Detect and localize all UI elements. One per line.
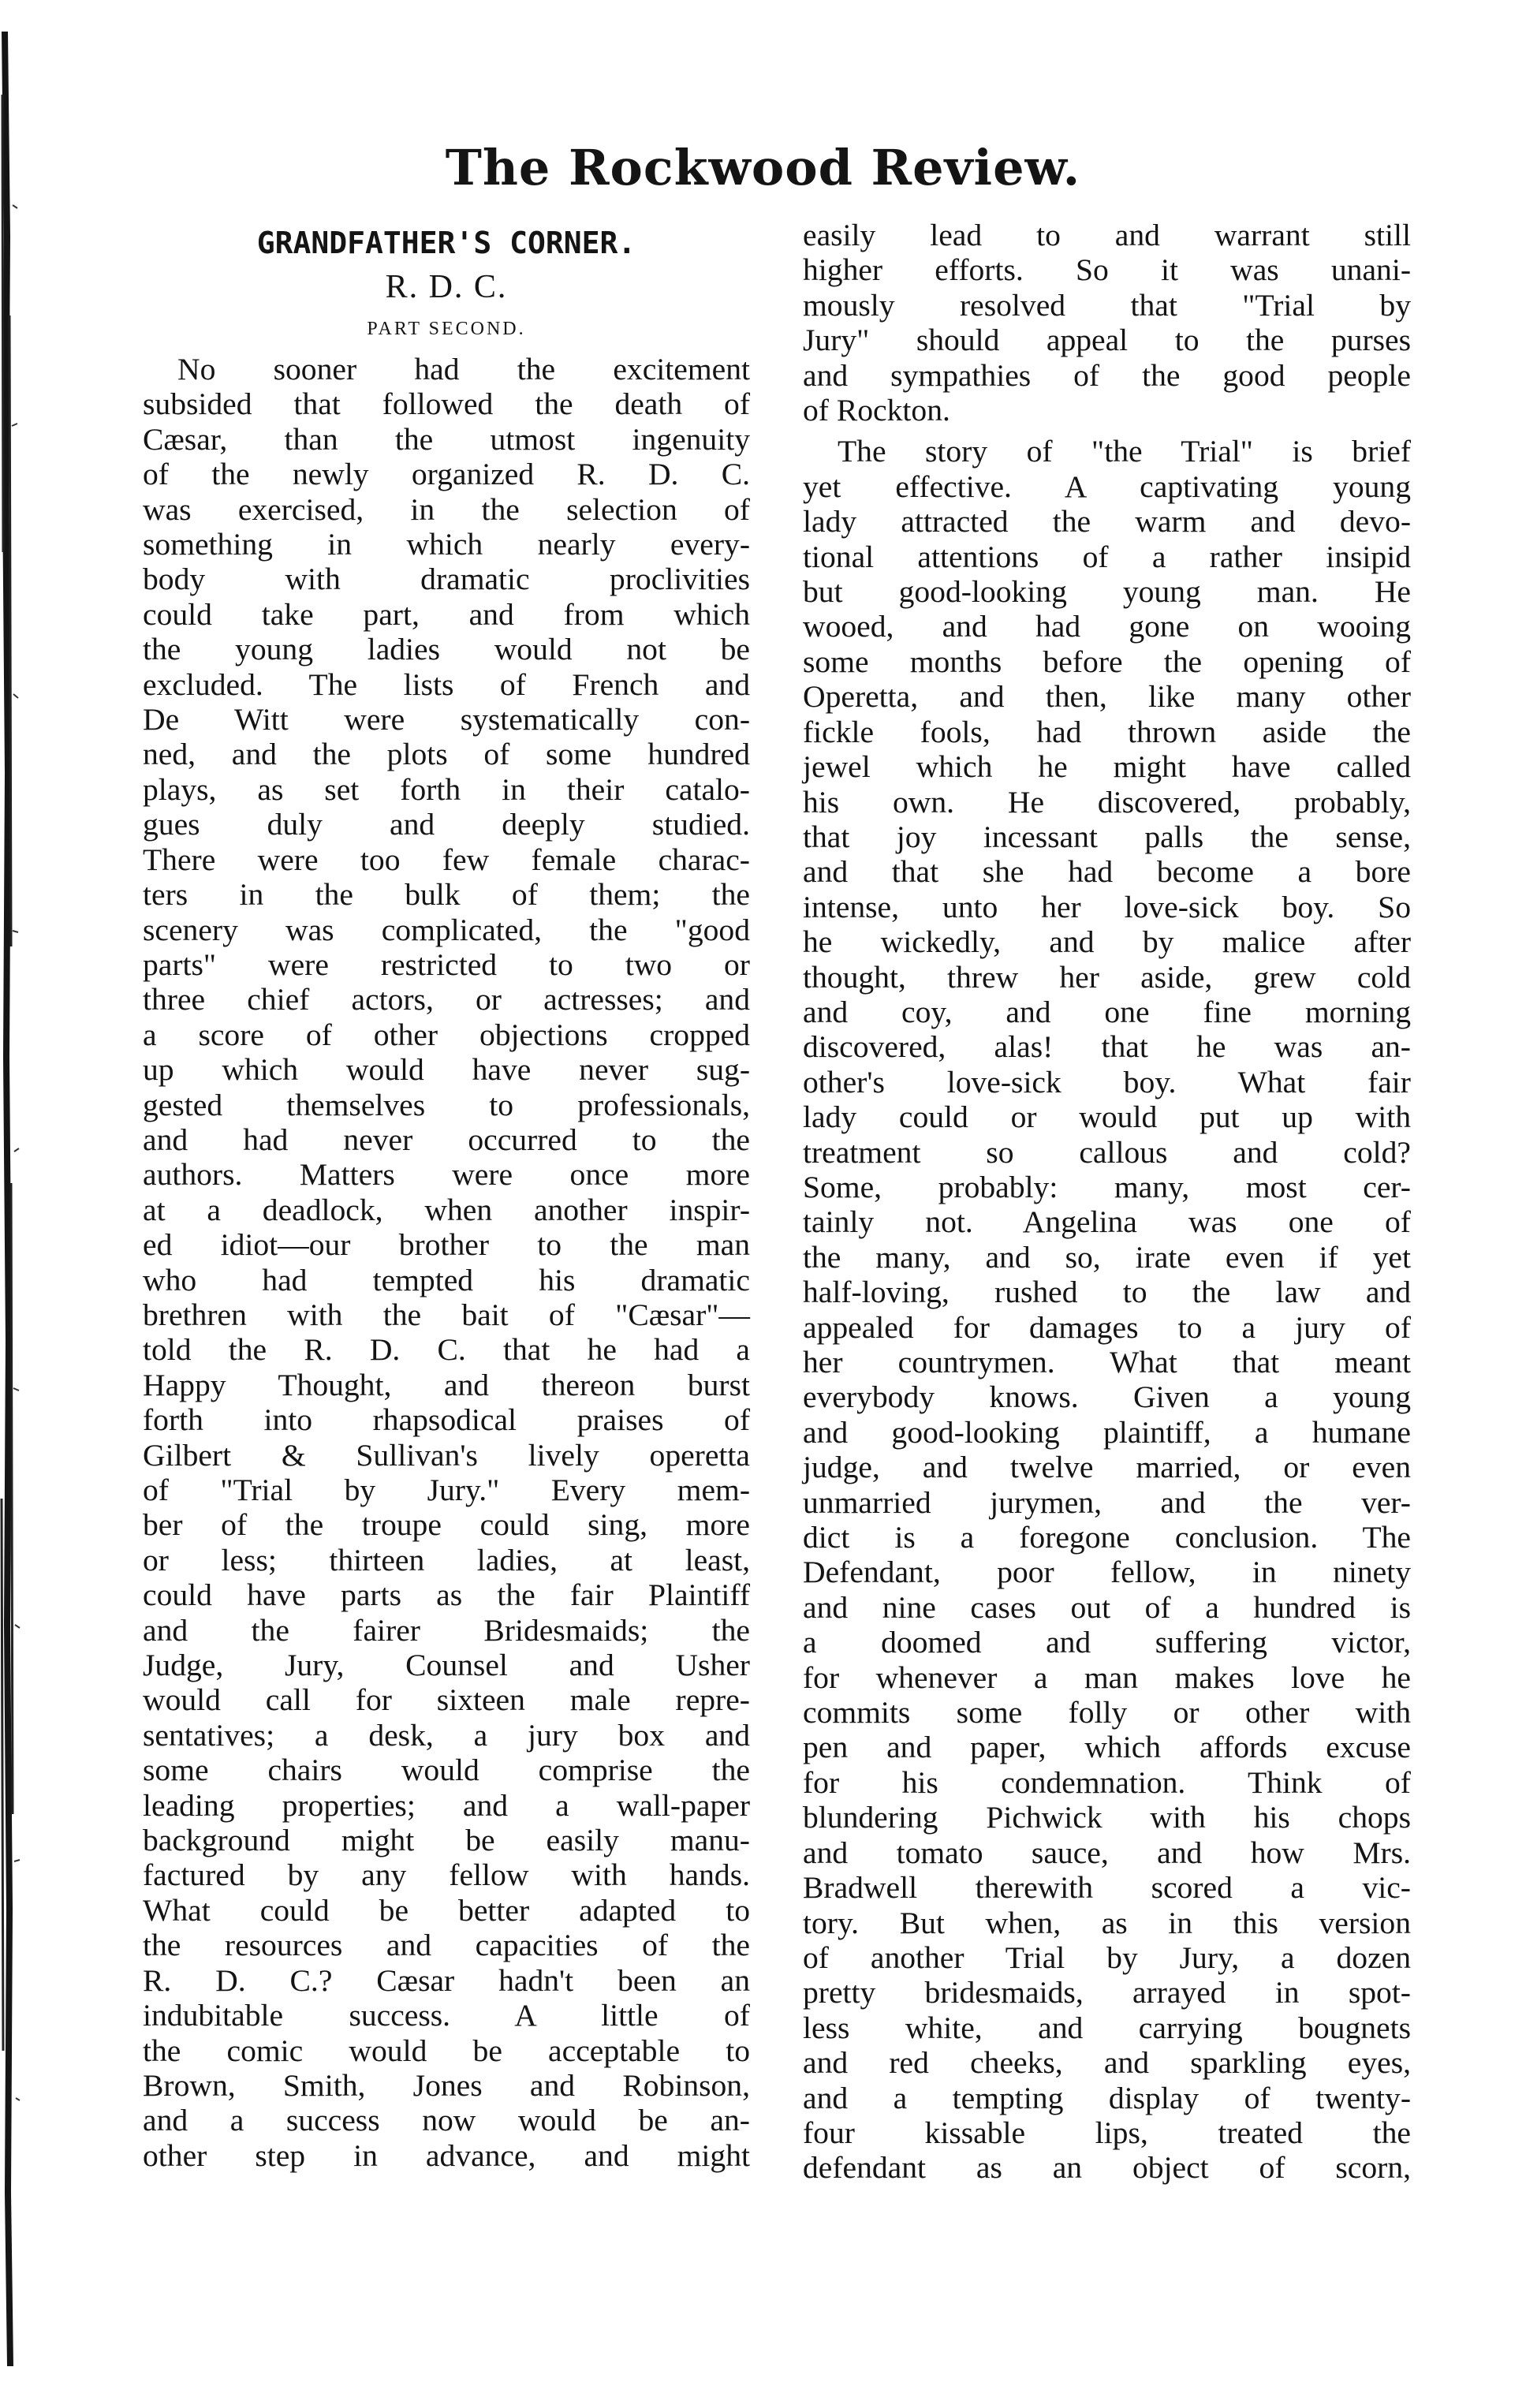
text-line: discovered, alas! that he was an- <box>803 1029 1411 1065</box>
text-line: his own. He discovered, probably, <box>803 784 1411 819</box>
text-line: parts" were restricted to two or <box>143 946 750 982</box>
text-line: commits some folly or other with <box>803 1695 1411 1730</box>
article-part-label: PART SECOND. <box>367 319 526 339</box>
text-line: tional attentions of a rather insipid <box>803 539 1411 574</box>
text-line: of another Trial by Jury, a dozen <box>803 1939 1411 1975</box>
text-line: and the fairer Bridesmaids; the <box>143 1612 750 1648</box>
text-line: and had never occurred to the <box>143 1122 750 1157</box>
text-line: easily lead to and warrant still <box>803 218 1411 252</box>
text-line: four kissable lips, treated the <box>803 2115 1411 2150</box>
text-line: of "Trial by Jury." Every mem- <box>143 1473 750 1507</box>
text-line: three chief actors, or actresses; and <box>143 982 750 1017</box>
text-line: ed idiot—our brother to the man <box>143 1227 750 1263</box>
text-line: ters in the bulk of them; the <box>143 877 750 913</box>
text-line: at a deadlock, when another inspir- <box>143 1192 750 1227</box>
binding-edge <box>0 0 27 2408</box>
text-line: that joy incessant palls the sense, <box>803 819 1411 854</box>
text-line: Some, probably: many, most cer- <box>803 1169 1411 1204</box>
text-line: less white, and carrying bougnets <box>803 2010 1411 2045</box>
text-line: but good-looking young man. He <box>803 574 1411 610</box>
text-line: thought, threw her aside, grew cold <box>803 959 1411 995</box>
text-line: Defendant, poor fellow, in ninety <box>803 1555 1411 1590</box>
text-line: up which would have never sug- <box>143 1052 750 1088</box>
text-line: or less; thirteen ladies, at least, <box>143 1542 750 1577</box>
text-line: would call for sixteen male repre- <box>143 1682 750 1718</box>
text-line: defendant as an object of scorn, <box>803 2150 1411 2186</box>
text-line: wooed, and had gone on wooing <box>803 609 1411 644</box>
text-line: for whenever a man makes love he <box>803 1659 1411 1695</box>
text-line: ned, and the plots of some hundred <box>143 737 750 772</box>
text-line: some months before the opening of <box>803 644 1411 679</box>
text-line: brethren with the bait of "Cæsar"— <box>143 1297 750 1332</box>
text-line: Brown, Smith, Jones and Robinson, <box>143 2067 750 2103</box>
masthead: The Rockwood Review. <box>445 139 1081 196</box>
text-line: subsided that followed the death of <box>143 386 750 422</box>
text-line: of the newly organized R. D. C. <box>143 457 750 492</box>
text-line: and sympathies of the good people <box>803 357 1411 393</box>
text-line: scenery was complicated, the "good <box>143 912 750 947</box>
text-line: a score of other objections cropped <box>143 1017 750 1052</box>
text-line: was exercised, in the selection of <box>143 491 750 527</box>
text-line: background might be easily manu- <box>143 1823 750 1858</box>
text-line: What could be better adapted to <box>143 1892 750 1928</box>
text-line: the many, and so, irate even if yet <box>803 1239 1411 1275</box>
left-column <box>143 218 750 2173</box>
text-line: other's love-sick boy. What fair <box>803 1064 1411 1099</box>
text-line: and nine cases out of a hundred is <box>803 1589 1411 1625</box>
text-line: who had tempted his dramatic <box>143 1262 750 1297</box>
text-line: gues duly and deeply studied. <box>143 807 750 842</box>
text-line: Judge, Jury, Counsel and Usher <box>143 1648 750 1683</box>
text-line: some chairs would comprise the <box>143 1753 750 1788</box>
text-line: treatment so callous and cold? <box>803 1134 1411 1170</box>
text-line: jewel which he might have called <box>803 749 1411 785</box>
text-line: plays, as set forth in their catalo- <box>143 771 750 807</box>
text-line: for his condemnation. Think of <box>803 1764 1411 1800</box>
text-line: half-loving, rushed to the law and <box>803 1275 1411 1310</box>
text-line: indubitable success. A little of <box>143 1998 750 2033</box>
text-line: appealed for damages to a jury of <box>803 1309 1411 1345</box>
text-line: dict is a foregone conclusion. The <box>803 1520 1411 1555</box>
text-line: R. D. C.? Cæsar hadn't been an <box>143 1962 750 1998</box>
text-line: ber of the troupe could sing, more <box>143 1507 750 1543</box>
text-line: fickle fools, had thrown aside the <box>803 714 1411 749</box>
text-line: and a success now would be an- <box>143 2103 750 2138</box>
text-line: the resources and capacities of the <box>143 1928 750 1963</box>
text-line: gested themselves to professionals, <box>143 1087 750 1122</box>
text-line: mously resolved that "Trial by <box>803 287 1411 323</box>
text-line: higher efforts. So it was unani- <box>803 252 1411 288</box>
text-line: factured by any fellow with hands. <box>143 1857 750 1893</box>
text-line: Gilbert & Sullivan's lively operetta <box>143 1437 750 1473</box>
text-line: Jury" should appeal to the purses <box>803 323 1411 358</box>
text-line: the comic would be acceptable to <box>143 2033 750 2068</box>
text-line: he wickedly, and by malice after <box>803 924 1411 960</box>
text-line: could take part, and from which <box>143 596 750 632</box>
right-column <box>803 218 1411 2186</box>
text-line: yet effective. A captivating young <box>803 469 1411 504</box>
text-line: judge, and twelve married, or even <box>803 1450 1411 1485</box>
text-line: her countrymen. What that meant <box>803 1345 1411 1379</box>
text-line: tory. But when, as in this version <box>803 1905 1411 1940</box>
text-line: and a tempting display of twenty- <box>803 2080 1411 2115</box>
right-column-body <box>803 218 1411 2186</box>
text-line: blundering Pichwick with his chops <box>803 1800 1411 1835</box>
article-byline: R. D. C. <box>385 269 508 305</box>
text-line: the young ladies would not be <box>143 632 750 667</box>
text-line: and coy, and one fine morning <box>803 994 1411 1029</box>
text-line: pretty bridesmaids, arrayed in spot- <box>803 1975 1411 2010</box>
text-line: The story of "the Trial" is brief <box>838 434 1411 469</box>
text-line: and tomato sauce, and how Mrs. <box>803 1835 1411 1870</box>
text-line: leading properties; and a wall-paper <box>143 1787 750 1823</box>
text-line: and red cheeks, and sparkling eyes, <box>803 2045 1411 2081</box>
text-line: something in which nearly every- <box>143 527 750 562</box>
text-line: authors. Matters were once more <box>143 1157 750 1193</box>
text-line: excluded. The lists of French and <box>143 666 750 702</box>
text-line: There were too few female charac- <box>143 842 750 877</box>
text-line: pen and paper, which affords excuse <box>803 1730 1411 1765</box>
text-line: No sooner had the excitement <box>177 352 750 386</box>
text-line: tainly not. Angelina was one of <box>803 1204 1411 1240</box>
text-line: Happy Thought, and thereon burst <box>143 1367 750 1402</box>
text-line: Bradwell therewith scored a vic- <box>803 1870 1411 1906</box>
text-line: sentatives; a desk, a jury box and <box>143 1717 750 1753</box>
text-line: forth into rhapsodical praises of <box>143 1402 750 1438</box>
paragraph <box>803 218 1411 427</box>
paragraph <box>143 352 750 2173</box>
text-line: and that she had become a bore <box>803 854 1411 890</box>
text-line: of Rockton. <box>803 393 950 428</box>
text-line: unmarried jurymen, and the ver- <box>803 1484 1411 1520</box>
text-line: and good-looking plaintiff, a humane <box>803 1414 1411 1450</box>
text-line: intense, unto her love-sick boy. So <box>803 889 1411 924</box>
text-line: everybody knows. Given a young <box>803 1379 1411 1415</box>
text-line: Operetta, and then, like many other <box>803 679 1411 715</box>
text-line: body with dramatic proclivities <box>143 562 750 597</box>
text-line: Cæsar, than the utmost ingenuity <box>143 421 750 457</box>
text-line: told the R. D. C. that he had a <box>143 1332 750 1368</box>
text-line: lady attracted the warm and devo- <box>803 504 1411 539</box>
text-line: could have parts as the fair Plaintiff <box>143 1577 750 1613</box>
text-line: De Witt were systematically con- <box>143 702 750 737</box>
text-line: lady could or would put up with <box>803 1099 1411 1135</box>
text-line: a doomed and suffering victor, <box>803 1625 1411 1660</box>
left-column-body <box>143 352 750 2173</box>
article-heading: GRANDFATHER'S CORNER. <box>256 226 636 260</box>
paragraph <box>803 434 1411 2185</box>
text-line: other step in advance, and might <box>143 2137 750 2173</box>
